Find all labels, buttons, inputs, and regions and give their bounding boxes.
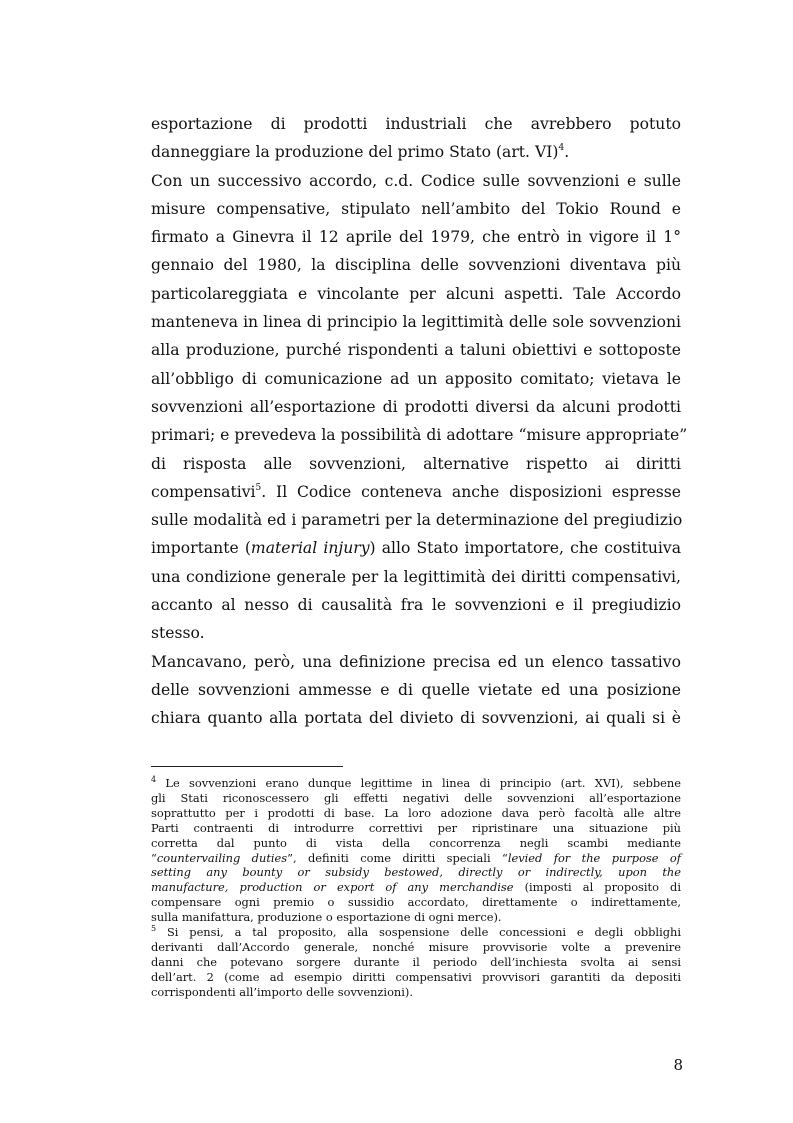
text-line: particolareggiata e vincolante per alcuni aspetti. Tale Accordo [151,284,681,303]
text-fragment: Si pensi, a tal proposito, alla sospensione delle concessioni e degli obblighi [156,925,681,940]
footnote-ref-4[interactable]: 4 [558,143,565,154]
paragraph-2 [151,167,688,648]
text-line: stesso. [151,624,205,643]
text-fragment: ) allo Stato importatore, che costituiva [369,539,681,558]
footnote-line: sulla manifattura, produzione o esportazione di ogni merce). [151,910,502,925]
paragraph-1 [151,110,681,167]
italic-term: material injury [250,539,370,558]
footnote-line: soprattutto per i prodotti di base. La loro adozione dava però facoltà alle altre [151,805,681,820]
text-line: Con un successivo accordo, c.d. Codice sulle sovvenzioni e sulle [151,171,681,190]
footnote-5 [151,925,681,1000]
text-fragment: ”, definiti come diritti speciali “ [287,850,508,865]
page-number: 8 [673,1056,683,1074]
text-line: all’obbligo di comunicazione ad un apposito comitato; vietava le [151,369,681,388]
text-line: una condizione generale per la legittimità dei diritti compensativi, [151,567,681,586]
italic-quote: levied for the purpose of [507,850,681,865]
main-text [151,110,688,733]
text-fragment: Le sovvenzioni erano dunque legittime in linea di principio (art. XVI), sebbene [156,776,681,790]
footnote-line: derivanti dall’Accordo generale, nonché misure provvisorie volte a prevenire [151,939,681,954]
text-line: esportazione di prodotti industriali che avrebbero potuto [151,115,681,133]
text-fragment: . Il Codice conteneva anche disposizioni espresse [261,482,681,501]
text-fragment: . [564,143,570,162]
italic-quote: setting any bounty or subsidy bestowed, directly or indirectly, upon the [151,865,681,880]
footnote-line [151,865,681,880]
text-line [151,478,681,506]
text-fragment: compensativi [151,482,256,501]
footnote-line [151,776,681,791]
footnote-line: gli Stati riconoscessero gli effetti negativi delle sovvenzioni all’esportazione [151,790,681,805]
footnote-line [151,851,681,866]
italic-term: countervailing duties [156,850,288,865]
italic-quote: manufacture, production or export of any merchandise [151,880,514,895]
text-line: sulle modalità ed i parametri per la determinazione del pregiudizio [151,511,683,530]
footnote-line: danni che potevano sorgere durante il periodo dell’inchiesta svolta ai sensi [151,954,681,969]
footnote-line [151,925,681,940]
text-line: di risposta alle sovvenzioni, alternative rispetto ai diritti [151,454,681,473]
footnote-ref-5[interactable]: 5 [255,482,262,493]
text-line: sovvenzioni all’esportazione di prodotti diversi da alcuni prodotti [151,397,681,416]
text-fragment: (imposti al proposito di [513,880,681,895]
footnote-line: Parti contraenti di introdurre correttivi per ripristinare una situazione più [151,820,681,835]
footnote-marker: 5 [151,924,157,934]
footnote-4 [151,776,681,925]
text-line: Mancavano, però, una definizione precisa ed un elenco tassativo [151,652,681,671]
footnote-marker: 4 [151,775,157,785]
text-line: misure compensative, stipulato nell’ambito del Tokio Round e [151,199,681,218]
text-line: delle sovvenzioni ammesse e di quelle vietate ed una posizione [151,680,681,699]
text-line: manteneva in linea di principio la legittimità delle sole sovvenzioni [151,313,681,332]
footnote-line: corrispondenti all’importo delle sovvenzioni). [151,984,413,999]
paragraph-3 [151,648,681,733]
footnotes [151,776,681,1000]
footnote-line: compensare ogni premio o sussidio accordato, direttamente o indirettamente, [151,895,681,910]
text-fragment: importante ( [151,539,251,558]
text-line: accanto al nesso di causalità fra le sovvenzioni e il pregiudizio [151,596,681,615]
text-line: alla produzione, purché rispondenti a taluni obiettivi e sottoposte [151,341,681,360]
text-line: chiara quanto alla portata del divieto di sovvenzioni, ai quali si è [151,709,681,728]
footnote-line [151,880,681,895]
text-line [151,138,681,166]
text-fragment: danneggiare la produzione del primo Stato (art. VI) [151,143,559,162]
footnote-separator [151,766,343,767]
text-line: gennaio del 1980, la disciplina delle sovvenzioni diventava più [151,256,681,275]
text-fragment: “ [151,850,157,865]
footnote-line: corretta dal punto di vista della concorrenza negli scambi mediante [151,835,681,850]
text-line: primari; e prevedeva la possibilità di adottare “misure appropriate” [151,426,688,445]
text-line [151,534,681,562]
footnote-line: dell’art. 2 (come ad esempio diritti compensativi provvisori garantiti da depositi [151,969,681,984]
text-line: firmato a Ginevra il 12 aprile del 1979, che entrò in vigore il 1° [151,228,681,247]
